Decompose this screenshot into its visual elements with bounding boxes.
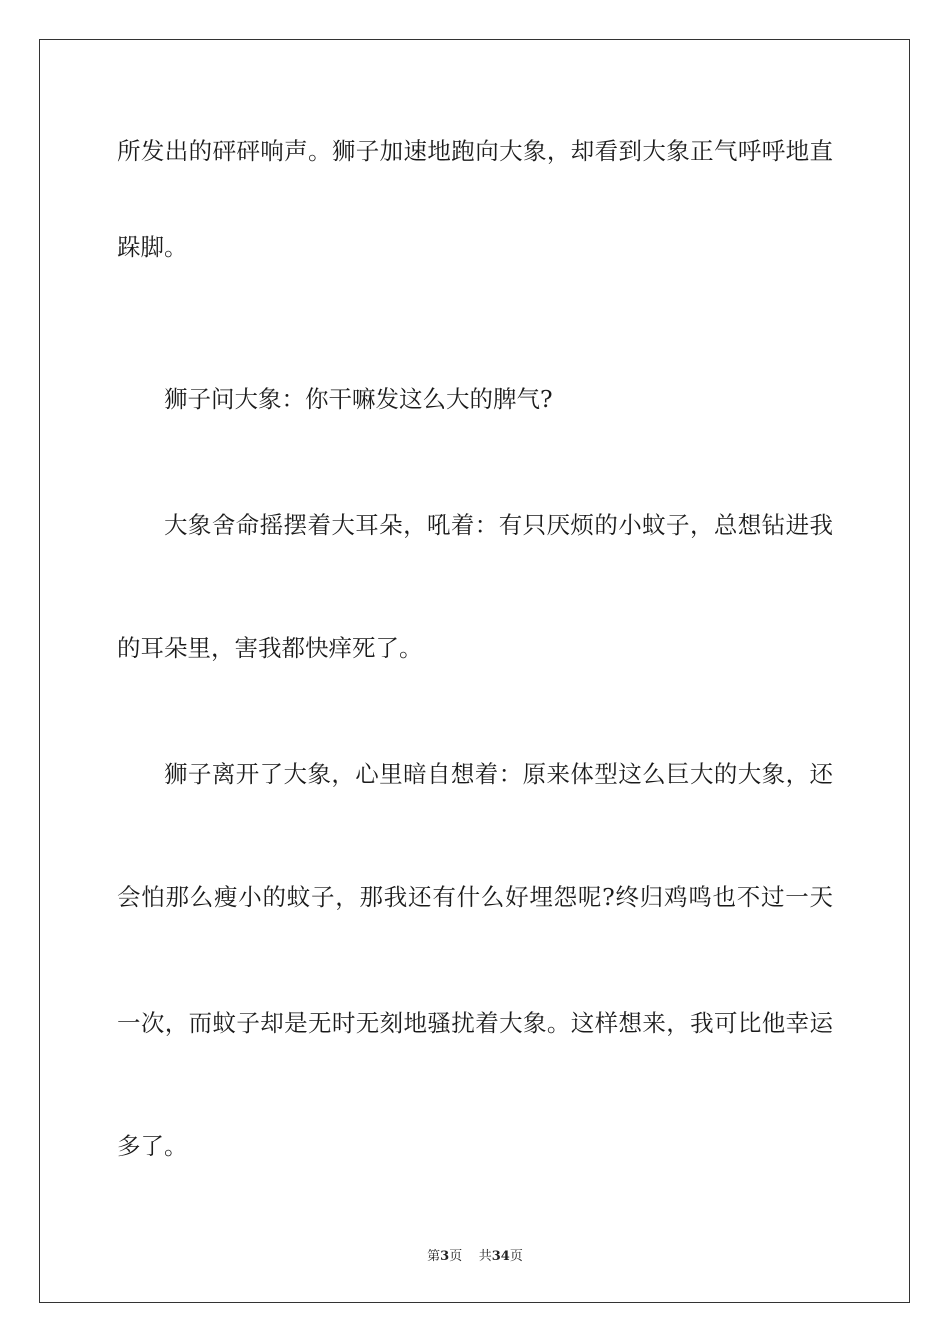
text-line: 一次，而蚊子却是无时无刻地骚扰着大象。这样想来，我可比他幸运 bbox=[117, 1009, 833, 1037]
text-line: 所发出的砰砰响声。狮子加速地跑向大象，却看到大象正气呼呼地直 bbox=[117, 137, 833, 165]
text-line: 跺脚。 bbox=[117, 233, 188, 261]
total-prefix: 共 bbox=[478, 1249, 492, 1264]
page-footer bbox=[0, 1248, 950, 1266]
text-line: 狮子问大象：你干嘛发这么大的脾气? bbox=[164, 385, 553, 413]
text-line: 大象舍命摇摆着大耳朵，吼着：有只厌烦的小蚊子，总想钻进我 bbox=[164, 511, 833, 539]
page-border bbox=[39, 39, 910, 1303]
page-total: 34 bbox=[491, 1249, 510, 1264]
text-line: 的耳朵里，害我都快痒死了。 bbox=[117, 634, 423, 662]
total-unit: 页 bbox=[509, 1249, 523, 1264]
text-line: 会怕那么瘦小的蚊子，那我还有什么好埋怨呢?终归鸡鸣也不过一天 bbox=[117, 883, 833, 911]
page-unit: 页 bbox=[449, 1249, 463, 1264]
text-line: 多了。 bbox=[117, 1132, 188, 1160]
page-number: 3 bbox=[440, 1249, 450, 1264]
page-prefix: 第 bbox=[427, 1249, 441, 1264]
text-line: 狮子离开了大象，心里暗自想着：原来体型这么巨大的大象，还 bbox=[164, 760, 833, 788]
